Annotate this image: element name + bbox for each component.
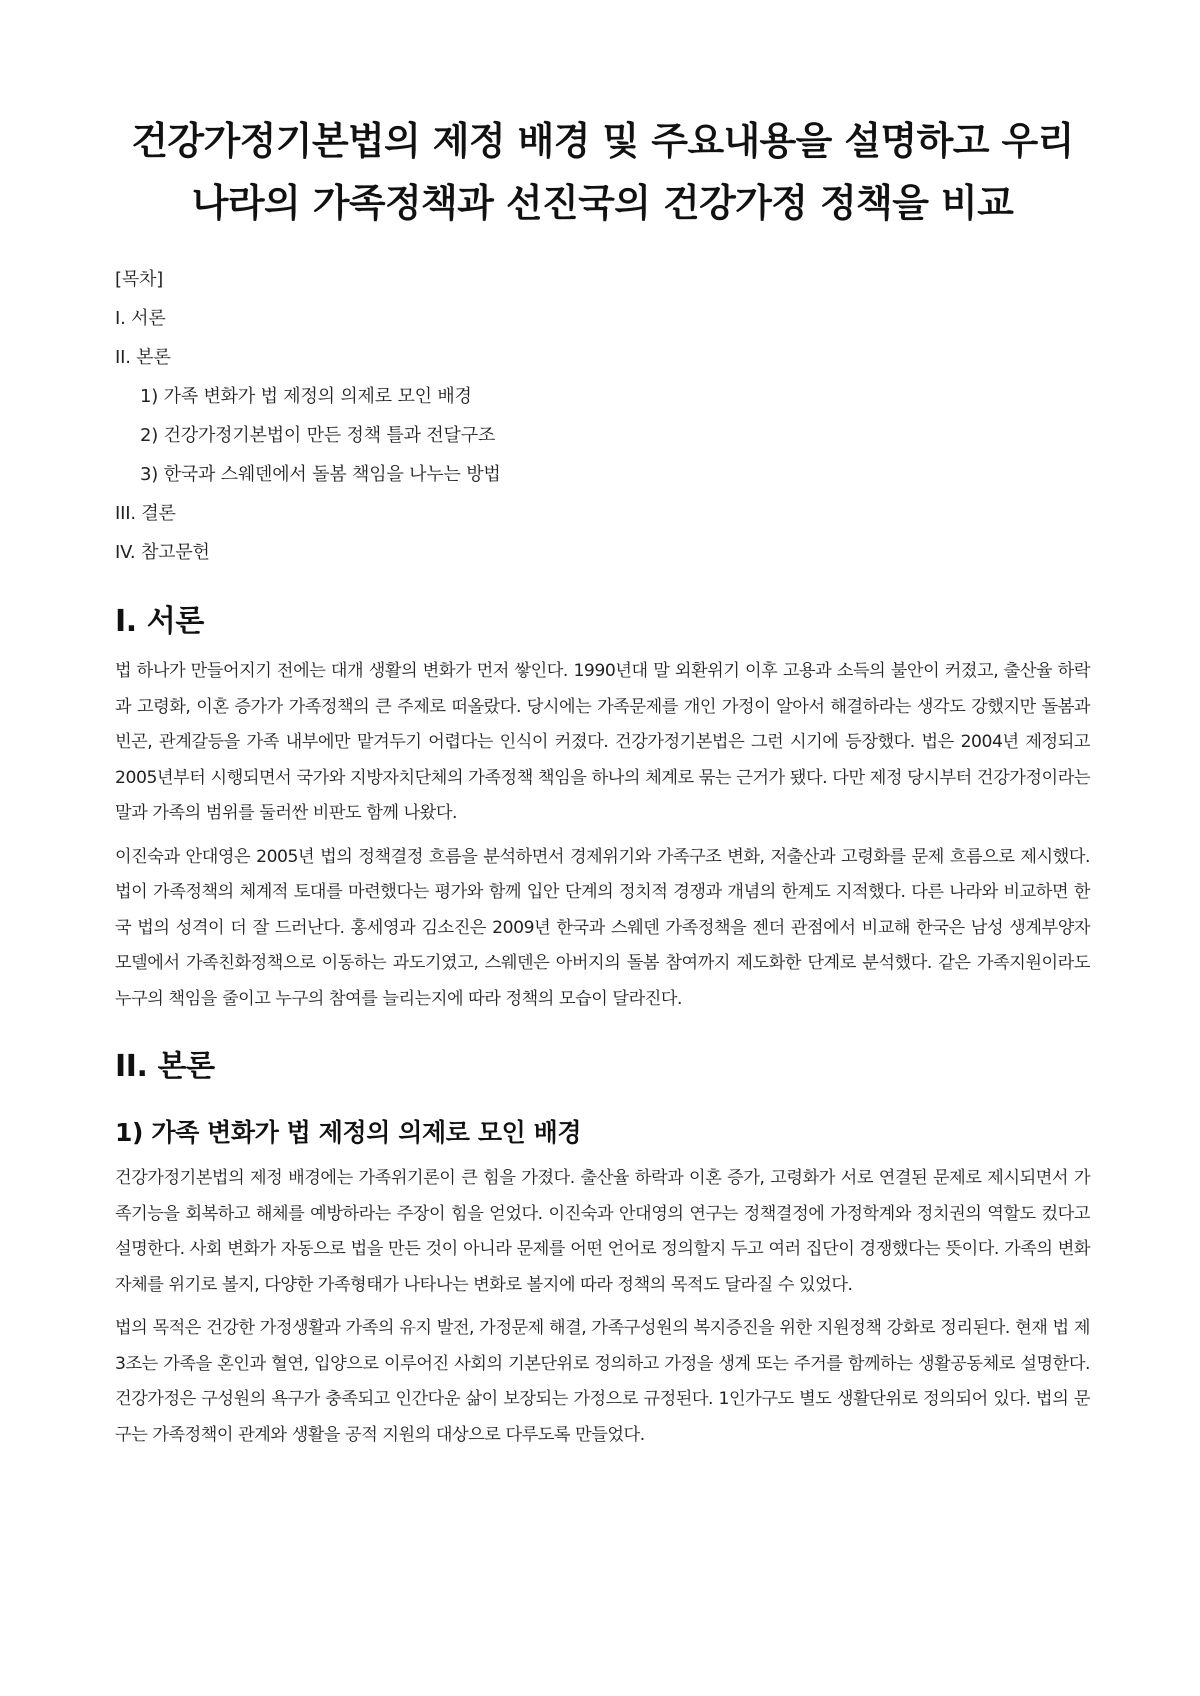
toc-item-body-2: 2) 건강가정기본법이 만든 정책 틀과 전달구조 xyxy=(140,425,496,446)
toc-item-body: II. 본론 xyxy=(115,347,171,368)
table-of-contents xyxy=(115,260,1090,572)
section-heading-body: II. 본론 xyxy=(115,1049,215,1084)
intro-paragraph: 이진숙과 안대영은 2005년 법의 정책결정 흐름을 분석하면서 경제위기와 가족구조 변화, 저출산과 고령화를 문제 흐름으로 제시했다. 법이 가족정책의 체계적 토대를 마련했다는 평가와 함께 입안 단계의 정치적 경쟁과 개념의 한계도 지적했다. 다른 나라와 비교하면 한국 법의 성격이 더 잘 드러난다. 홍세영과 김소진은 2009년 한국과 스웨덴 가족정책을 젠더 관점에서 비교해 한국은 남성 생계부양자 모델에서 가족친화정책으로 이동하는 과도기였고, 스웨덴은 아버지의 돌봄 참여까지 제도화한 단계로 분석했다. 같은 가족지원이라도 누구의 책임을 줄이고 누구의 참여를 늘리는지에 따라 정책의 모습이 달라진다. xyxy=(115,846,1090,1009)
toc-heading: [목차] xyxy=(115,269,164,290)
document-page xyxy=(115,110,1090,1461)
toc-item-conclusion: III. 결론 xyxy=(115,503,176,524)
toc-item-references: IV. 참고문헌 xyxy=(115,542,210,563)
body-paragraph: 건강가정기본법의 제정 배경에는 가족위기론이 큰 힘을 가졌다. 출산율 하락과 이혼 증가, 고령화가 서로 연결된 문제로 제시되면서 가족기능을 회복하고 해체를 예방하라는 주장이 힘을 얻었다. 이진숙과 안대영의 연구는 정책결정에 가정학계와 정치권의 역할도 컸다고 설명한다. 사회 변화가 자동으로 법을 만든 것이 아니라 문제를 어떤 언어로 정의할지 두고 여러 집단이 경쟁했다는 뜻이다. 가족의 변화 자체를 위기로 볼지, 다양한 가족형태가 나타나는 변화로 볼지에 따라 정책의 목적도 달라질 수 있었다. xyxy=(115,1168,1090,1295)
intro-paragraph: 법 하나가 만들어지기 전에는 대개 생활의 변화가 먼저 쌓인다. 1990년대 말 외환위기 이후 고용과 소득의 불안이 커졌고, 출산율 하락과 고령화, 이혼 증가가 가족정책의 큰 주제로 떠올랐다. 당시에는 가족문제를 개인 가정이 알아서 해결하라는 생각도 강했지만 돌봄과 빈곤, 관계갈등을 가족 내부에만 맡겨두기 어렵다는 인식이 커졌다. 건강가정기본법은 그런 시기에 등장했다. 법은 2004년 제정되고 2005년부터 시행되면서 국가와 지방자치단체의 가족정책 책임을 하나의 체계로 묶는 근거가 됐다. 다만 제정 당시부터 건강가정이라는 말과 가족의 범위를 둘러싼 비판도 함께 나왔다. xyxy=(115,661,1090,823)
section-heading-intro: I. 서론 xyxy=(115,604,204,639)
toc-item-body-3: 3) 한국과 스웨덴에서 돌봄 책임을 나누는 방법 xyxy=(140,464,501,485)
body-paragraph: 법의 목적은 건강한 가정생활과 가족의 유지 발전, 가정문제 해결, 가족구성원의 복지증진을 위한 지원정책 강화로 정리된다. 현재 법 제3조는 가족을 혼인과 혈연, 입양으로 이루어진 사회의 기본단위로 정의하고 가정을 생계 또는 주거를 함께하는 생활공동체로 설명한다. 건강가정은 구성원의 욕구가 충족되고 인간다운 삶이 보장되는 가정으로 규정된다. 1인가구도 별도 생활단위로 정의되어 있다. 법의 문구는 가족정책이 관계와 생활을 공적 지원의 대상으로 다루도록 만들었다. xyxy=(115,1318,1090,1445)
toc-item-body-1: 1) 가족 변화가 법 제정의 의제로 모인 배경 xyxy=(140,386,472,407)
subsection-heading-1: 1) 가족 변화가 법 제정의 의제로 모인 배경 xyxy=(115,1118,582,1147)
toc-item-intro: I. 서론 xyxy=(115,308,166,329)
document-title: 건강가정기본법의 제정 배경 및 주요내용을 설명하고 우리나라의 가족정책과 선진국의 건강가정 정책을 비교 xyxy=(131,119,1074,225)
